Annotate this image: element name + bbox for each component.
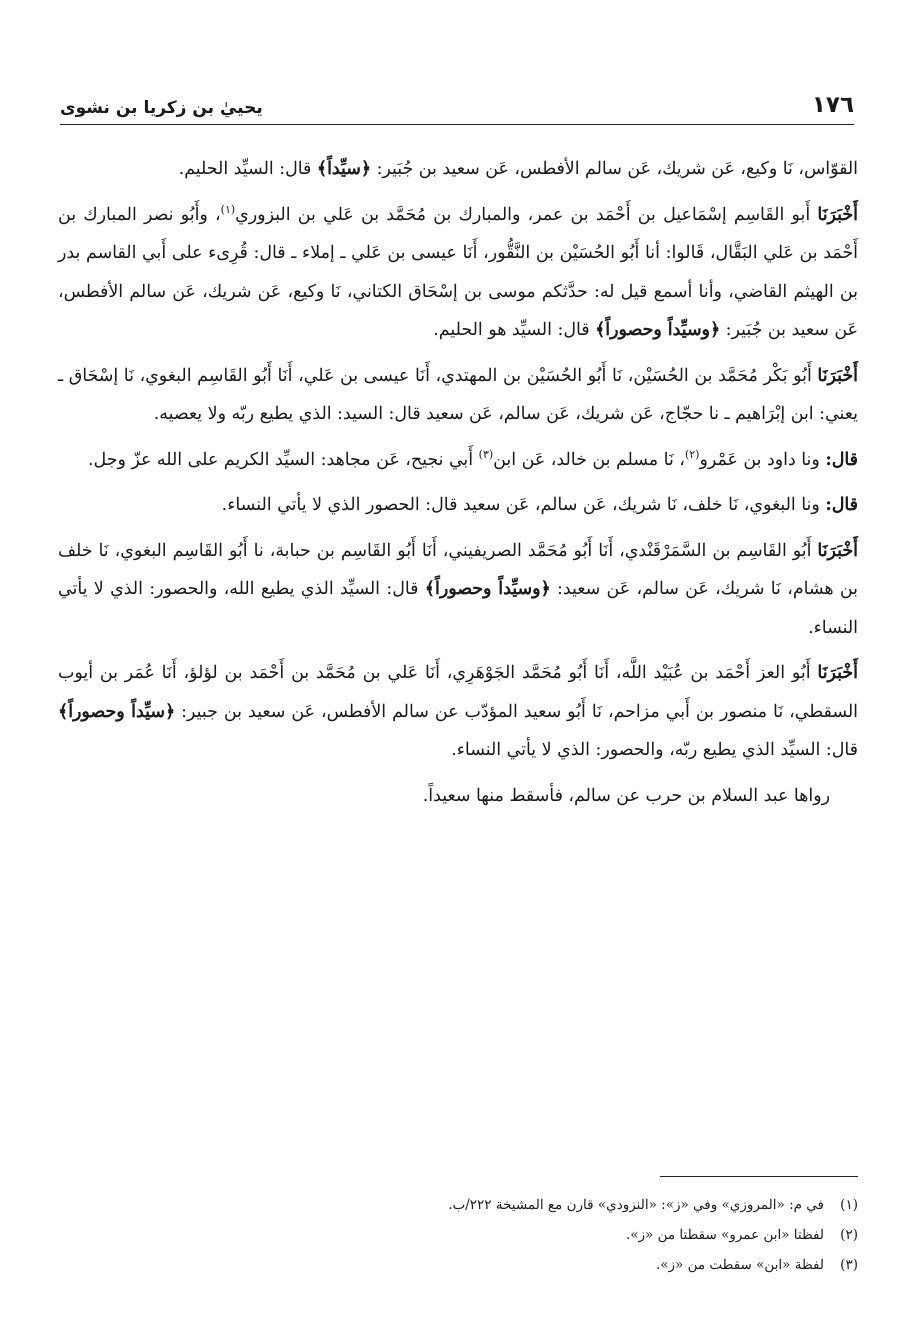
footnote-reference: (٢) [684, 447, 700, 461]
footnote-number: (١) [840, 1197, 858, 1213]
text-segment: قال: السيِّد الذي يطيع الله، والحصور: الذي لا يأتي النساء. [58, 579, 858, 638]
footnote-text: لفظة «ابن» سقطت من «ز». [655, 1257, 824, 1273]
page-number: ١٧٦ [811, 92, 854, 118]
isnad-lead-word: قال: [825, 495, 858, 515]
main-text [58, 150, 858, 822]
footnote [58, 1250, 858, 1280]
text-segment: أَبي نجيح، عَن مجاهد: السيِّد الكريم على الله عزّ وجل. [88, 449, 479, 470]
text-segment: ونا داود بن عَمْرو [699, 449, 826, 470]
footnote-number: (٢) [840, 1227, 858, 1243]
quranic-quote: ﴿سيِّداً وحصوراً﴾ [58, 701, 176, 722]
isnad-lead-word: أَخْبَرَنَا [817, 204, 858, 225]
paragraph [58, 532, 858, 648]
text-segment: رواها عبد السلام بن حرب عن سالم، فأسقط منها سعيداً. [422, 785, 830, 806]
quranic-quote: ﴿وسيِّداً وحصوراً﴾ [595, 320, 721, 340]
footnote-reference: (٣) [478, 447, 494, 461]
footnote-text: لفظتا «ابن عمرو» سقطتا من «ز». [625, 1227, 824, 1243]
footnote-reference: (١) [220, 202, 236, 216]
paragraph [58, 196, 858, 350]
footnote-text: في م: «المروزي» وفي «ز»: «النزودي» قارن مع المشيخة ٢٢٢/ب. [448, 1197, 824, 1213]
running-title: يحييٰ بن زكريا بن نشوى [60, 98, 263, 118]
text-segment: قال: السيِّد الحليم. [178, 159, 317, 179]
paragraph [58, 150, 858, 189]
text-segment: أَبُو العز أَحْمَد بن عُبَيْد اللَّه، أَنَا أَبُو مُحَمَّد الجَوْهَرِي، أَنَا عَلي بن مُحَمَّد بن أَحْمَد بن لؤلؤ، أَنَا عُمَر بن أيوب السقطي، نَا منصور بن أَبي مزاحم، نَا أَبُو سعيد المؤدّب عن سالم الأفطس، عَن سعيد بن جبير: [58, 663, 858, 722]
paragraph [58, 486, 858, 525]
text-segment: ونا البغوي، نَا خلف، نَا شريك، عَن سالم، عَن سعيد قال: الحصور الذي لا يأتي النساء. [221, 495, 826, 515]
isnad-lead-word: قال: [825, 449, 858, 470]
quranic-quote: ﴿وسيِّداً وحصوراً﴾ [424, 579, 551, 599]
footnotes [58, 1190, 858, 1280]
text-segment: قال: السيِّد هو الحليم. [433, 320, 596, 340]
footnote-number: (٣) [840, 1257, 858, 1273]
text-segment: قال: السيِّد الذي يطيع ربّه، والحصور: الذي لا يأتي النساء. [451, 740, 858, 760]
quranic-quote: ﴿سيِّداً﴾ [316, 159, 372, 179]
text-segment: ، وأَبُو نصر المبارك بن أَحْمَد بن عَلي البَقَّال، قَالوا: أنا أَبُو الحُسَيْن بن النَّقُّور، أَنَا عيسى بن عَلي ـ إملاء ـ قال: قُرِىء على أَبي القاسم بدر بن الهيثم القاضي، وأنا أسمع قيل له: حدَّثكم موسى بن إسْحَاق الكتاني، نَا وكيع، عَن شريك، عَن سالم الأفطس، عَن سعيد بن جُبَير: [58, 204, 858, 340]
text-segment: أَبو القَاسِم إسْمَاعيل بن أَحْمَد بن عمر، والمبارك بن مُحَمَّد بن عَلي بن البزوري [235, 204, 818, 225]
text-segment: أَبُو بَكْر مُحَمَّد بن الحُسَيْن، نَا أَبُو الحُسَيْن بن المهتدي، أَنَا عيسى بن عَلي، أَنَا أَبُو القَاسِم البغوي، نَا إسْحَاق ـ يعني: ابن إبْرَاهيم ـ نا حجّاج، عَن شريك، عَن سالم، عَن سعيد قال: السيد: الذي يطيع ربّه ولا يعصيه. [58, 365, 858, 424]
paragraph [58, 777, 858, 816]
isnad-lead-word: أَخْبَرَنَا [817, 365, 858, 386]
isnad-lead-word: أَخْبَرَنَا [817, 663, 858, 683]
text-segment: القوّاس، نَا وكيع، عَن شريك، عَن سالم الأفطس، عَن سعيد بن جُبَير: [371, 159, 858, 179]
paragraph [58, 441, 858, 480]
footnote-separator [660, 1176, 858, 1177]
running-header [60, 86, 854, 125]
footnote [58, 1220, 858, 1250]
footnote [58, 1190, 858, 1220]
text-segment: ، نَا مسلم بن خالد، عَن ابن [493, 449, 685, 470]
text-segment: أَبُو القَاسِم بن السَّمَرْقَنْدي، أَنَا أَبُو مُحَمَّد الصريفيني، أَنَا أَبُو القَاسِم بن حبابة، نا أَبُو القَاسِم البغوي، نَا خلف بن هشام، نَا شريك، عَن سالم، عَن سعيد: [58, 540, 858, 599]
paragraph [58, 654, 858, 770]
isnad-lead-word: أَخْبَرَنَا [817, 540, 858, 561]
paragraph [58, 357, 858, 434]
